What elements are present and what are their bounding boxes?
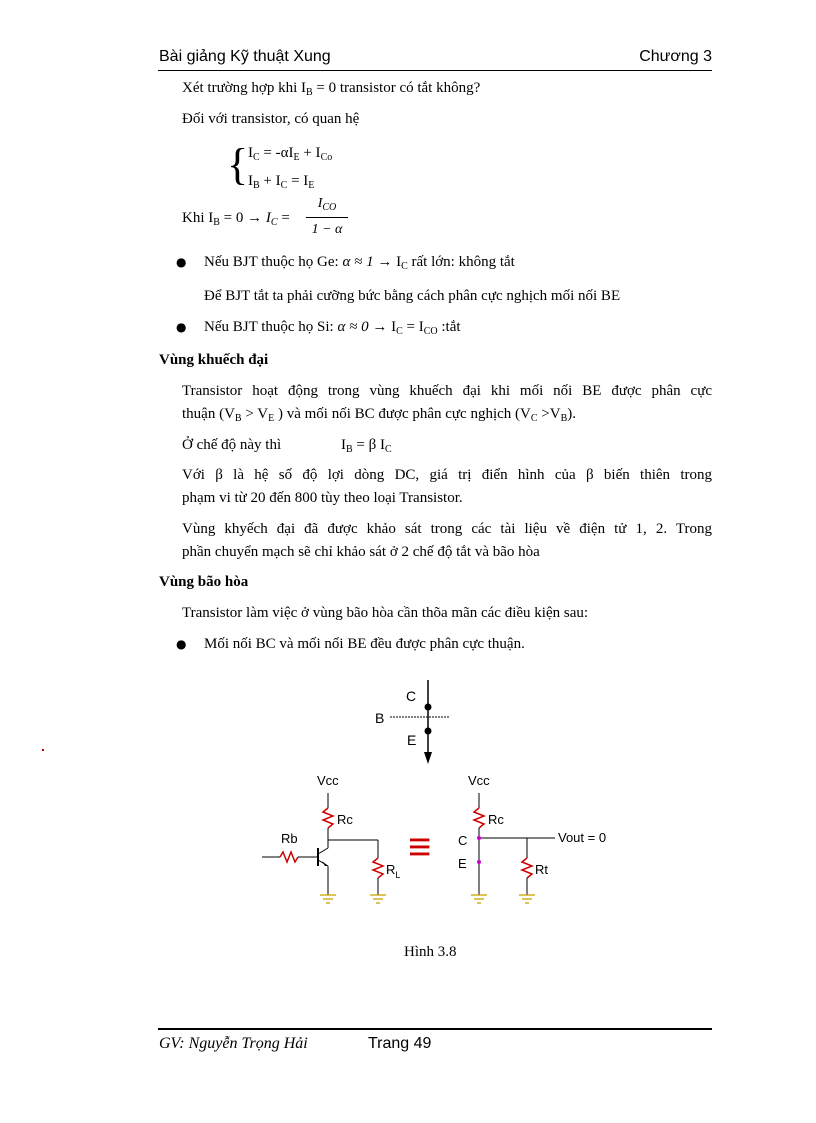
khuech-dai-p4-line1: Vùng khyếch đại đã được khảo sát trong các tài liệu về điện tử 1, 2. Trong xyxy=(182,521,712,537)
footer-rule xyxy=(158,1028,712,1030)
right-circuit xyxy=(458,773,606,903)
section-heading-bao-hoa: Vùng bão hòa xyxy=(159,574,249,590)
ground-icon xyxy=(370,895,386,903)
vout-label: Vout = 0 xyxy=(558,830,607,845)
fraction-denominator: 1 − α xyxy=(311,222,343,237)
right-rc-resistor xyxy=(474,808,484,828)
left-rl-label: $R_L$ xyxy=(386,862,401,880)
footer-page: Trang 49 xyxy=(368,1035,432,1052)
fraction-numerator: $I_{CO}$ xyxy=(317,196,337,213)
rc-resistor xyxy=(323,808,333,828)
ge-note: Để BJT tắt ta phải cưỡng bức bằng cách phân cực nghịch mối nối BE xyxy=(204,288,621,304)
khuech-dai-p1-line1: Transistor hoạt động trong vùng khuếch đại khi mối nối BE được phân cực xyxy=(182,383,712,399)
ground-icon xyxy=(519,895,535,903)
bullet-ge: Nếu BJT thuộc họ Ge: $\alpha \approx 1 \to I_C$ rất lớn: không tắt xyxy=(204,254,515,272)
equation-1: $I_C = -\alpha I_E + I_{Co}$ xyxy=(248,145,333,163)
bullet-si: Nếu BJT thuộc họ Si: $\alpha \approx 0 \to I_C = I_{CO}$ :tắt xyxy=(204,319,461,337)
khuech-dai-p2-a: Ở chế độ này thì xyxy=(182,437,282,453)
ground-icon xyxy=(320,895,336,903)
khi-line: Khi $I_B = 0 \to I_C$ = xyxy=(182,210,290,228)
label-b: B xyxy=(375,710,385,726)
section-heading-khuech-dai: Vùng khuếch đại xyxy=(159,352,269,368)
khuech-dai-p3-line1: Với β là hệ số độ lợi dòng DC, giá trị điển hình của β biến thiên trong xyxy=(182,467,712,483)
bullet-dot: ● xyxy=(176,320,187,334)
ground-icon xyxy=(471,895,487,903)
khuech-dai-p4-line2: phần chuyển mạch sẽ chỉ khảo sát ở 2 chế độ tắt và bão hòa xyxy=(182,544,540,560)
khuech-dai-p2-formula: $I_B = \beta$ $I_C$ xyxy=(341,437,392,455)
right-c-label: C xyxy=(458,833,468,848)
bjt-saturation-symbol xyxy=(375,680,450,764)
left-rb-label: Rb xyxy=(281,831,298,846)
label-c: C xyxy=(406,688,417,704)
bullet-dot: ● xyxy=(176,637,187,651)
bao-hoa-bullet: Mối nối BC và mối nối BE đều được phân cực thuận. xyxy=(204,636,525,652)
right-rt-label: Rt xyxy=(535,862,548,877)
footer-author: GV: Nguyễn Trọng Hải xyxy=(159,1035,308,1052)
left-rc-label: Rc xyxy=(337,812,353,827)
equation-2: $I_B + I_C = I_E$ xyxy=(248,173,315,191)
khuech-dai-p1-line2: thuận ($V_B > V_E$ ) và mối nối BC được phân cực nghịch $(V_C >V_B)$. xyxy=(182,406,576,424)
bao-hoa-p1: Transistor làm việc ở vùng bão hòa cần thõa mãn các điều kiện sau: xyxy=(182,605,589,621)
rt-resistor xyxy=(522,858,532,878)
right-e-label: E xyxy=(458,856,467,871)
bullet-dot: ● xyxy=(176,255,187,269)
brace: { xyxy=(227,140,249,189)
left-circuit xyxy=(262,773,400,903)
right-rc-label: Rc xyxy=(488,812,504,827)
rb-resistor xyxy=(280,852,298,862)
relation-line: Đối với transistor, có quan hệ xyxy=(182,111,360,127)
question-line: Xét trường hợp khi $I_B = 0$ transistor có tắt không? xyxy=(182,80,481,98)
header-chapter: Chương 3 xyxy=(639,48,712,65)
label-e: E xyxy=(407,732,417,748)
figure-caption: Hình 3.8 xyxy=(404,944,457,960)
right-vcc-label: Vcc xyxy=(468,773,490,788)
equivalence-sign: ≡ xyxy=(408,825,432,869)
khuech-dai-p3-line2: phạm vi từ 20 đến 800 tùy theo loại Transistor. xyxy=(182,490,463,506)
header-title: Bài giảng Kỹ thuật Xung xyxy=(159,48,331,65)
rl-resistor xyxy=(373,858,383,878)
left-vcc-label: Vcc xyxy=(317,773,339,788)
